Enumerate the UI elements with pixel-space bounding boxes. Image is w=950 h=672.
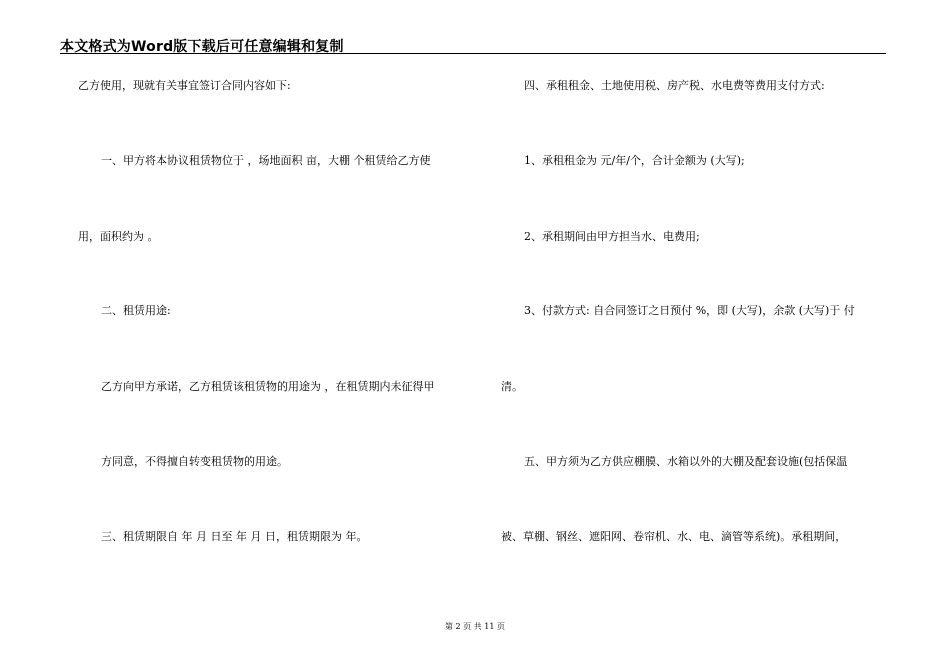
page-number: 第 2 页 共 11 页 [445, 622, 505, 631]
right-line-1: 四、承租租金、土地使用税、房产税、水电费等费用支付方式: [524, 79, 825, 92]
right-line-5: 清。 [501, 380, 523, 393]
left-line-1: 乙方使用，现就有关事宜签订合同内容如下: [78, 79, 291, 92]
right-line-4: 3、付款方式: 自合同签订之日预付 %，即 (大写)，余款 (大写)于 付 [524, 304, 855, 317]
right-line-6: 五、甲方须为乙方供应棚膜、水箱以外的大棚及配套设施(包括保温 [524, 455, 848, 468]
right-line-7: 被、草棚、钢丝、遮阳网、卷帘机、水、电、滴管等系统)。承租期间， [501, 530, 847, 543]
left-line-2: 一、甲方将本协议租赁物位于 ，场地面积 亩，大棚 个租赁给乙方使 [101, 154, 431, 167]
header-divider [60, 53, 886, 54]
document-header-title: 本文格式为Word版下载后可任意编辑和复制 [60, 39, 344, 55]
left-line-5: 乙方向甲方承诺，乙方租赁该租赁物的用途为 ，在租赁期内未征得甲 [101, 380, 435, 393]
right-line-3: 2、承租期间由甲方担当水、电费用; [524, 230, 700, 243]
left-line-3: 用，面积约为 。 [78, 230, 159, 243]
left-line-6: 方同意，不得擅自转变租赁物的用途。 [101, 455, 288, 468]
right-line-2: 1、承租租金为 元/年/个，合计金额为 (大写); [524, 154, 745, 167]
left-line-4: 二、租赁用途: [101, 304, 171, 317]
left-line-7: 三、租赁期限自 年 月 日至 年 月 日，租赁期限为 年。 [101, 530, 368, 543]
